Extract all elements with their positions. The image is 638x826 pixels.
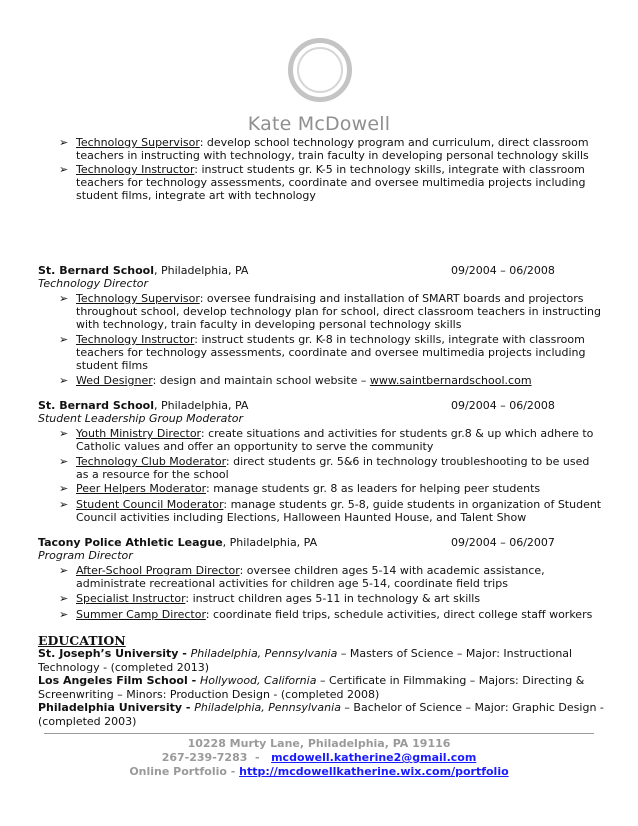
job-organization: St. Bernard School xyxy=(38,264,154,277)
role-description: : manage students gr. 5-8, guide students in organization of Student Council activities including Elections, Halloween Haunted House, and Talent Show xyxy=(76,498,602,524)
role-description: : instruct children ages 5-11 in technology & art skills xyxy=(185,592,481,605)
footer-address: 10228 Murty Lane, Philadelphia, PA 19116 xyxy=(187,737,451,750)
education-entry xyxy=(38,701,604,728)
arrow-bullet-icon: ➢ xyxy=(59,427,69,440)
education-entry xyxy=(38,674,604,701)
role-label: Peer Helpers Moderator xyxy=(76,482,206,495)
role-description: : instruct students gr. K-5 in technology skills, integrate with classroom teachers for technology assessments, coordinate and oversee multimedia projects including student films, integrate art with technology xyxy=(76,163,586,202)
arrow-bullet-icon: ➢ xyxy=(59,564,69,577)
footer-contact xyxy=(0,751,638,765)
role-label: Technology Supervisor xyxy=(76,136,200,149)
role-description: : develop school technology program and curriculum, direct classroom teachers in instructing with technology, train faculty in developing personal technology skills xyxy=(76,136,589,162)
footer-portfolio xyxy=(0,765,638,779)
role-label: Summer Camp Director xyxy=(76,608,206,621)
job-location: , Philadelphia, PA xyxy=(222,536,318,549)
job-dates: 09/2004 – 06/2007 xyxy=(451,536,555,549)
school-name: Philadelphia University - xyxy=(38,701,195,714)
arrow-bullet-icon: ➢ xyxy=(59,608,69,621)
footer-phone: 267-239-7283 xyxy=(161,751,248,764)
role-label: Youth Ministry Director xyxy=(76,427,201,440)
degree-detail: – Certificate in Filmmaking – Majors: Directing & Screenwriting – Minors: Production Design - (completed 2008) xyxy=(38,674,585,701)
job-header xyxy=(38,399,598,412)
job-header xyxy=(38,264,598,277)
job-header xyxy=(38,536,598,549)
list-item xyxy=(59,136,603,162)
school-name: St. Joseph’s University - xyxy=(38,647,191,660)
degree-detail: – Bachelor of Science – Major: Graphic Design - (completed 2003) xyxy=(38,701,604,728)
role-label: Technology Supervisor xyxy=(76,292,200,305)
job-dates: 09/2004 – 06/2008 xyxy=(451,264,555,277)
role-label: Specialist Instructor xyxy=(76,592,186,605)
list-item xyxy=(59,427,603,453)
school-name: Los Angeles Film School - xyxy=(38,674,200,687)
role-description: : direct students gr. 5&6 in technology troubleshooting to be used as a resource for the school xyxy=(76,455,590,481)
arrow-bullet-icon: ➢ xyxy=(59,498,69,511)
role-description: : manage students gr. 8 as leaders for helping peer students xyxy=(206,482,541,495)
list-item xyxy=(59,564,603,590)
job-title: Technology Director xyxy=(38,277,149,290)
arrow-bullet-icon: ➢ xyxy=(59,482,69,495)
school-place: Philadelphia, Pennsylvania xyxy=(194,701,341,714)
education-heading: EDUCATION xyxy=(38,633,126,648)
arrow-bullet-icon: ➢ xyxy=(59,136,69,149)
role-description: : create situations and activities for students gr.8 & up which adhere to Catholic values and offer an opportunity to serve the community xyxy=(76,427,594,453)
job-organization: St. Bernard School xyxy=(38,399,154,412)
list-item xyxy=(59,482,603,495)
list-item xyxy=(59,333,603,372)
role-label: Wed Designer xyxy=(76,374,153,387)
school-place: Philadelphia, Pennsylvania xyxy=(190,647,338,660)
role-description: : oversee children ages 5-14 with academic assistance, administrate recreational activities for children age 5-14, coordinate field trips xyxy=(76,564,545,590)
job-location: , Philadelphia, PA xyxy=(154,264,249,277)
degree-detail: – Masters of Science – Major: Instructional Technology - (completed 2013) xyxy=(38,647,573,674)
arrow-bullet-icon: ➢ xyxy=(59,592,69,605)
role-label: After-School Program Director xyxy=(76,564,240,577)
arrow-bullet-icon: ➢ xyxy=(59,163,69,176)
email-link[interactable]: mcdowell.katherine2@gmail.com xyxy=(271,751,477,764)
list-item xyxy=(59,163,603,202)
role-label: Technology Instructor xyxy=(76,163,195,176)
arrow-bullet-icon: ➢ xyxy=(59,455,69,468)
arrow-bullet-icon: ➢ xyxy=(59,374,69,387)
role-description: : coordinate field trips, schedule activities, direct college staff workers xyxy=(205,608,593,621)
list-item xyxy=(59,455,603,481)
list-item xyxy=(59,292,603,331)
arrow-bullet-icon: ➢ xyxy=(59,333,69,346)
list-item xyxy=(59,498,603,524)
education-entry xyxy=(38,647,604,674)
list-item xyxy=(59,374,603,387)
list-item xyxy=(59,592,603,605)
job-title: Student Leadership Group Moderator xyxy=(38,412,243,425)
circle-ring-icon xyxy=(288,38,352,102)
resume-name: Kate McDowell xyxy=(247,113,391,135)
job-location: , Philadelphia, PA xyxy=(154,399,249,412)
role-label: Student Council Moderator xyxy=(76,498,224,511)
role-description: : design and maintain school website – xyxy=(152,374,370,387)
job-dates: 09/2004 – 06/2008 xyxy=(451,399,555,412)
role-description: : oversee fundraising and installation of SMART boards and projectors throughout school, develop technology plan for school, direct classroom teachers in instructing with technology, train faculty in developing personal technology skills xyxy=(76,292,602,331)
footer-divider xyxy=(44,733,594,734)
portfolio-label: Online Portfolio - xyxy=(129,765,240,778)
role-label: Technology Instructor xyxy=(76,333,195,346)
school-place: Hollywood, California xyxy=(199,674,317,687)
arrow-bullet-icon: ➢ xyxy=(59,292,69,305)
job-organization: Tacony Police Athletic League xyxy=(38,536,223,549)
role-label: Technology Club Moderator xyxy=(76,455,226,468)
portfolio-link[interactable]: http://mcdowellkatherine.wix.com/portfolio xyxy=(239,765,509,778)
job-title: Program Director xyxy=(38,549,133,562)
footer-separator: - xyxy=(247,751,272,764)
list-item xyxy=(59,608,603,621)
school-website-link[interactable]: www.saintbernardschool.com xyxy=(369,374,532,387)
role-description: : instruct students gr. K-8 in technology skills, integrate with classroom teachers for technology assessments, coordinate and oversee multimedia projects including student films xyxy=(76,333,586,372)
